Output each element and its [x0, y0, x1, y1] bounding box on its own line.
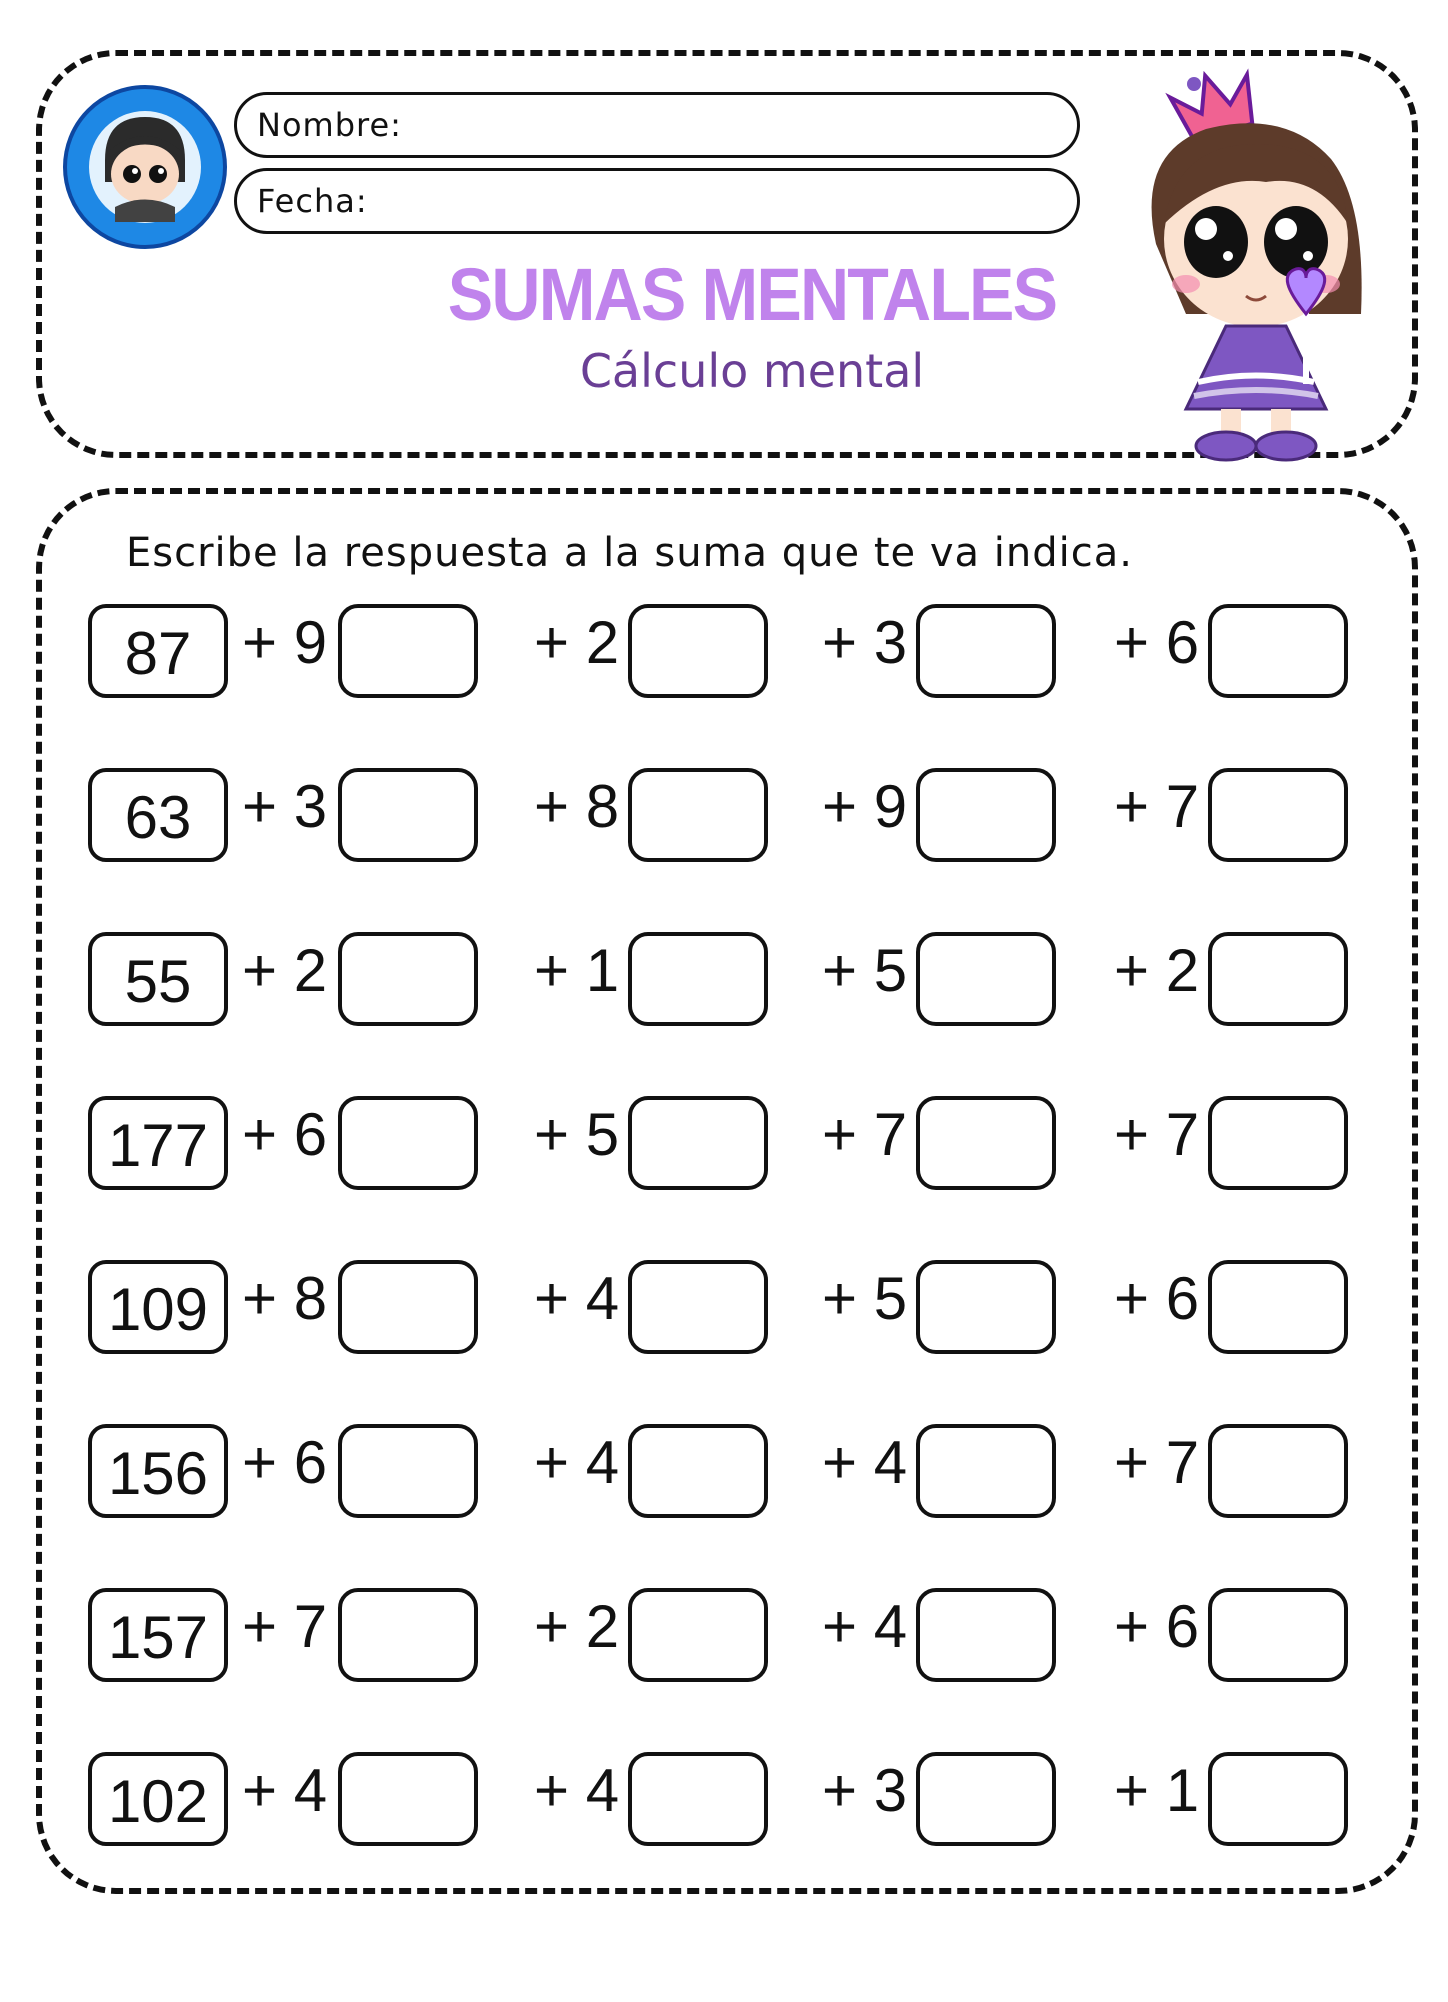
answer-box[interactable] — [628, 1752, 768, 1846]
page-title: SUMAS MENTALES — [447, 253, 1057, 336]
exercise-row — [42, 1424, 1412, 1524]
exercise-row — [42, 1260, 1412, 1360]
answer-box[interactable] — [338, 768, 478, 862]
answer-box[interactable] — [916, 1752, 1056, 1846]
addend-label: + 2 — [534, 609, 620, 676]
addend-label: + 4 — [242, 1757, 328, 1824]
answer-box[interactable] — [916, 768, 1056, 862]
answer-box[interactable] — [916, 1588, 1056, 1682]
exercise-row — [42, 604, 1412, 704]
addend-label: + 7 — [1114, 1101, 1200, 1168]
addend-label: + 2 — [1114, 937, 1200, 1004]
answer-box[interactable] — [338, 1588, 478, 1682]
addend-label: + 6 — [242, 1101, 328, 1168]
addend-label: + 7 — [1114, 773, 1200, 840]
answer-box[interactable] — [338, 1260, 478, 1354]
answer-box[interactable] — [338, 932, 478, 1026]
date-label: Fecha: — [257, 182, 368, 220]
addend-label: + 5 — [822, 937, 908, 1004]
addend-label: + 2 — [242, 937, 328, 1004]
addend-label: + 6 — [1114, 1265, 1200, 1332]
answer-box[interactable] — [628, 1260, 768, 1354]
addend-label: + 1 — [534, 937, 620, 1004]
date-field[interactable] — [234, 168, 1080, 234]
name-field[interactable] — [234, 92, 1080, 158]
answer-box[interactable] — [338, 1752, 478, 1846]
addend-label: + 9 — [822, 773, 908, 840]
exercise-row — [42, 1096, 1412, 1196]
start-number: 157 — [88, 1588, 228, 1682]
answer-box[interactable] — [916, 1096, 1056, 1190]
start-number: 55 — [88, 932, 228, 1026]
addend-label: + 4 — [534, 1265, 620, 1332]
addend-label: + 2 — [534, 1593, 620, 1660]
answer-box[interactable] — [338, 1096, 478, 1190]
answer-box[interactable] — [628, 768, 768, 862]
addend-label: + 7 — [822, 1101, 908, 1168]
addend-label: + 6 — [1114, 1593, 1200, 1660]
addend-label: + 4 — [534, 1757, 620, 1824]
answer-box[interactable] — [628, 1096, 768, 1190]
addend-label: + 9 — [242, 609, 328, 676]
exercise-row — [42, 932, 1412, 1032]
page-subtitle: Cálculo mental — [579, 344, 925, 398]
addend-label: + 8 — [242, 1265, 328, 1332]
answer-box[interactable] — [1208, 604, 1348, 698]
start-number: 87 — [88, 604, 228, 698]
addend-label: + 4 — [534, 1429, 620, 1496]
start-number: 177 — [88, 1096, 228, 1190]
answer-box[interactable] — [1208, 1752, 1348, 1846]
answer-box[interactable] — [628, 932, 768, 1026]
addend-label: + 8 — [534, 773, 620, 840]
addend-label: + 3 — [242, 773, 328, 840]
name-label: Nombre: — [257, 106, 402, 144]
princess-illustration-icon — [1116, 64, 1416, 464]
header-panel — [36, 50, 1418, 458]
answer-box[interactable] — [628, 604, 768, 698]
addend-label: + 5 — [534, 1101, 620, 1168]
logo-icon — [60, 82, 230, 252]
answer-box[interactable] — [628, 1424, 768, 1518]
start-number: 156 — [88, 1424, 228, 1518]
answer-box[interactable] — [338, 1424, 478, 1518]
addend-label: + 3 — [822, 1757, 908, 1824]
answer-box[interactable] — [916, 932, 1056, 1026]
addend-label: + 3 — [822, 609, 908, 676]
answer-box[interactable] — [1208, 1260, 1348, 1354]
exercise-row — [42, 768, 1412, 868]
answer-box[interactable] — [916, 604, 1056, 698]
answer-box[interactable] — [916, 1424, 1056, 1518]
exercise-row — [42, 1752, 1412, 1852]
exercise-row — [42, 1588, 1412, 1688]
addend-label: + 7 — [242, 1593, 328, 1660]
addend-label: + 4 — [822, 1429, 908, 1496]
answer-box[interactable] — [1208, 1096, 1348, 1190]
addend-label: + 6 — [1114, 609, 1200, 676]
addend-label: + 5 — [822, 1265, 908, 1332]
answer-box[interactable] — [1208, 768, 1348, 862]
start-number: 109 — [88, 1260, 228, 1354]
answer-box[interactable] — [1208, 1588, 1348, 1682]
answer-box[interactable] — [1208, 1424, 1348, 1518]
exercise-panel — [36, 488, 1418, 1894]
answer-box[interactable] — [1208, 932, 1348, 1026]
addend-label: + 6 — [242, 1429, 328, 1496]
instructions: Escribe la respuesta a la suma que te va indica. — [126, 530, 1133, 576]
addend-label: + 7 — [1114, 1429, 1200, 1496]
addend-label: + 1 — [1114, 1757, 1200, 1824]
answer-box[interactable] — [338, 604, 478, 698]
start-number: 102 — [88, 1752, 228, 1846]
addend-label: + 4 — [822, 1593, 908, 1660]
answer-box[interactable] — [916, 1260, 1056, 1354]
start-number: 63 — [88, 768, 228, 862]
answer-box[interactable] — [628, 1588, 768, 1682]
